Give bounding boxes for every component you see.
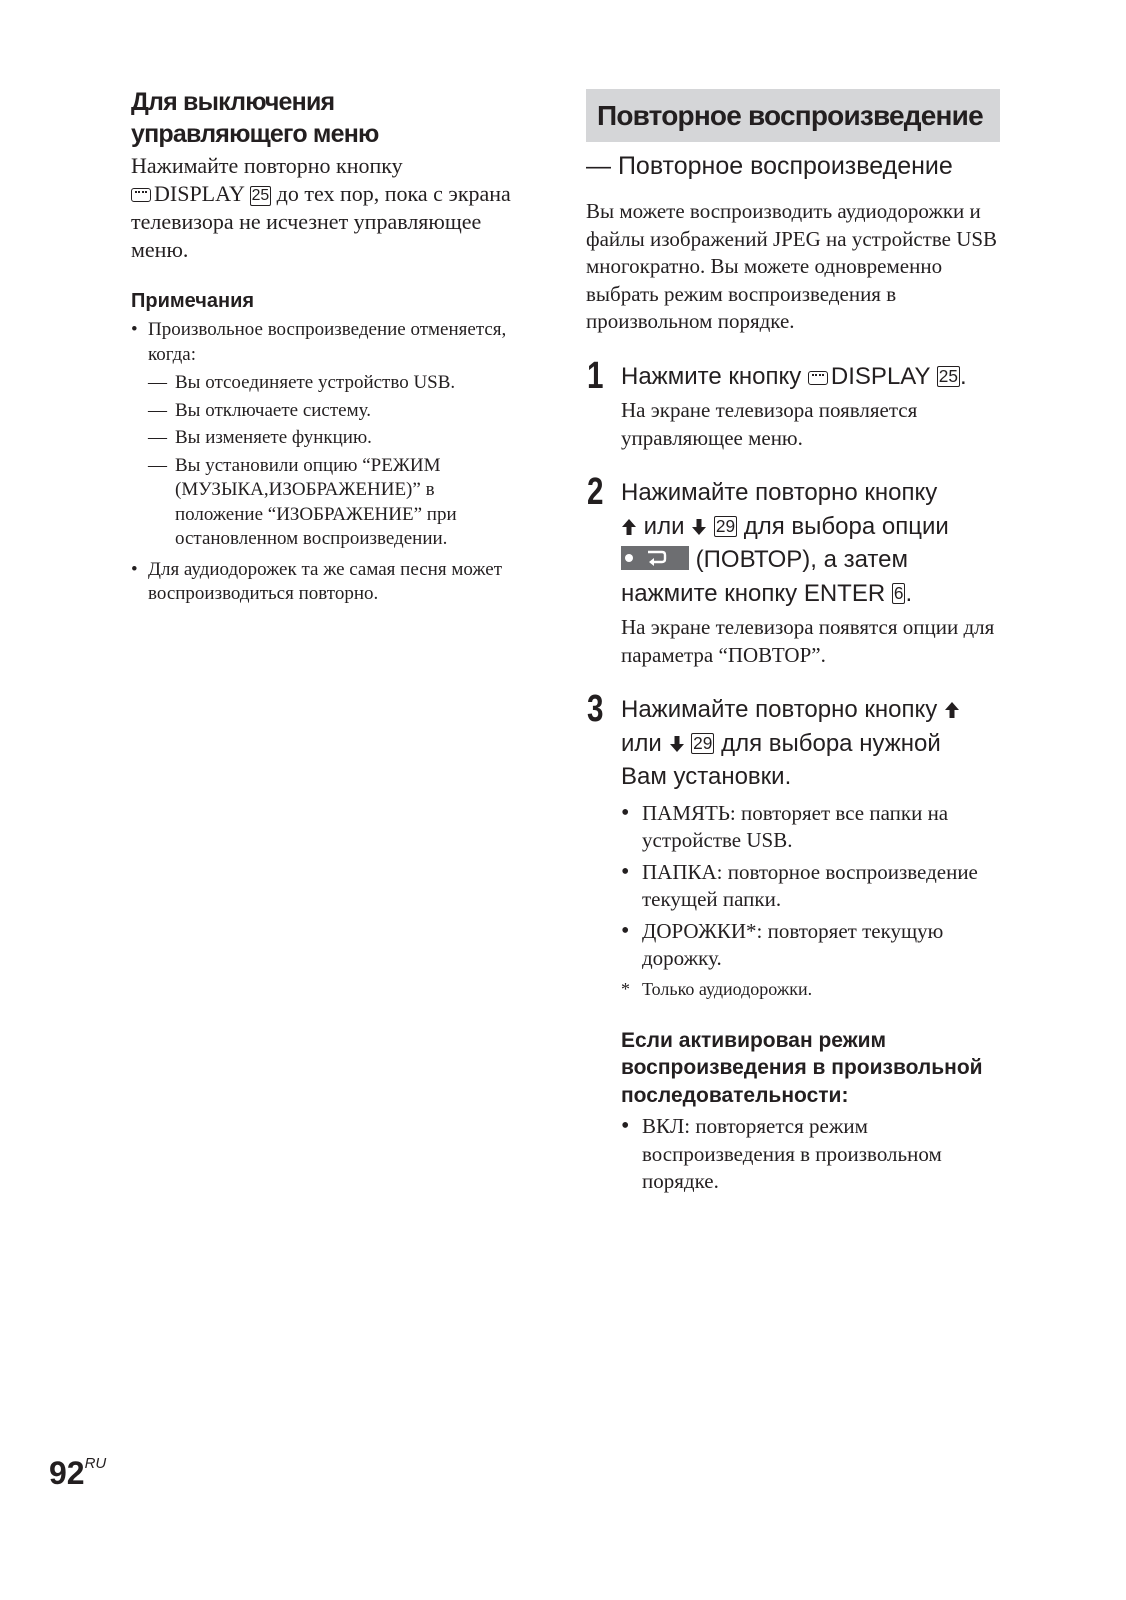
- step2-or: или: [643, 512, 685, 540]
- footnote-text: Только аудиодорожки.: [642, 978, 813, 999]
- page-number-value: 92: [49, 1455, 85, 1491]
- note-item: • Для аудиодорожек та же самая песня может воспроизводиться повторно.: [131, 558, 511, 607]
- step2-line1: Нажимайте повторно кнопку: [621, 479, 938, 506]
- list-item: • ВКЛ: повторяется режим воспроизведения в произвольном порядке.: [621, 1113, 1012, 1196]
- display-button-icon: [808, 371, 828, 385]
- key-number-29: 29: [693, 733, 713, 754]
- arrow-down-icon: [691, 518, 707, 536]
- display-label: DISPLAY: [154, 181, 245, 206]
- random-mode-heading: Если активирован режим воспроизведения в произвольной последовательности:: [621, 1028, 983, 1107]
- display-button-icon: [131, 188, 151, 202]
- step-2: [587, 471, 1012, 669]
- note-item: • Произвольное воспроизведение отменяется, когда:: [131, 318, 511, 367]
- exit-menu-text-1: Нажимайте повторно кнопку: [131, 153, 403, 178]
- list-item: • ПАПКА: повторное воспроизведение текущей папки.: [621, 859, 1012, 914]
- right-column: [586, 89, 1012, 1200]
- arrow-up-icon: [621, 518, 637, 536]
- exit-menu-text-2: до тех пор, пока: [276, 181, 428, 206]
- left-column: [131, 86, 511, 611]
- key-number-25: 25: [251, 186, 270, 204]
- step2-repeat-label: (ПОВТОР), а затем: [695, 546, 908, 573]
- note-subitem: — Вы установили опцию “РЕЖИМ (МУЗЫКА,ИЗОБРАЖЕНИЕ)” в положение “ИЗОБРАЖЕНИЕ” при остановленном воспроизведении.: [131, 454, 511, 552]
- step1-period: .: [959, 362, 967, 390]
- step-number: 2: [587, 471, 604, 513]
- repeat-options-list: [597, 800, 1012, 973]
- step-1: [587, 354, 1012, 453]
- random-mode-list: [597, 1113, 1012, 1196]
- step3-or: или: [621, 729, 662, 757]
- step3-line1: Нажимайте повторно кнопку: [621, 696, 938, 723]
- banner-title: Повторное воспроизведение: [597, 100, 983, 131]
- note-subitem: — Вы отключаете систему.: [131, 399, 511, 424]
- section-subtitle: — Повторное воспроизведение: [586, 152, 953, 180]
- step-description: На экране телевизора появляется управляющее меню.: [621, 398, 918, 450]
- step-instruction: [597, 476, 1012, 610]
- step-description: На экране телевизора появятся опции для параметра “ПОВТОР”.: [621, 615, 995, 667]
- page-lang: RU: [84, 1455, 107, 1472]
- key-number-29: 29: [715, 516, 736, 537]
- key-number-25: 25: [938, 366, 958, 387]
- step2-period: .: [905, 579, 913, 607]
- footnote-star: *: [621, 978, 630, 999]
- step2-line2-rest: для выбора опции: [743, 512, 949, 540]
- notes-heading: Примечания: [131, 290, 255, 312]
- note-subitem: — Вы отсоединяете устройство USB.: [131, 371, 511, 396]
- step-instruction: [597, 693, 1012, 794]
- list-item: • ПАМЯТЬ: повторяет все папки на устройстве USB.: [621, 800, 1012, 855]
- step3-line2-rest: для выбора нужной: [721, 729, 941, 757]
- list-item: • ДОРОЖКИ*: повторяет текущую дорожку.: [621, 918, 1012, 973]
- key-number-6: 6: [893, 583, 904, 604]
- section-banner: [586, 89, 1000, 142]
- step-instruction: [597, 360, 1012, 394]
- step1-text-a: Нажмите кнопку: [621, 362, 802, 390]
- exit-menu-paragraph: [131, 152, 511, 264]
- arrow-up-icon: [944, 701, 960, 719]
- step-number: 3: [587, 688, 604, 730]
- page-number: [49, 1444, 106, 1493]
- step2-line4: нажмите кнопку ENTER: [621, 579, 886, 607]
- note-subitem: — Вы изменяете функцию.: [131, 426, 511, 451]
- arrow-down-icon: [669, 735, 685, 753]
- repeat-menu-icon: [621, 546, 689, 570]
- step1-display-label: DISPLAY: [830, 362, 931, 390]
- section-heading-exit-menu: Для выключения управляющего меню: [131, 88, 379, 148]
- step-3: [587, 688, 1012, 1001]
- exit-menu-text-3: с экрана телевизора не исчезнет управляющее меню.: [131, 181, 511, 262]
- step3-line3: Вам установки.: [621, 763, 792, 790]
- step-number: 1: [587, 354, 604, 397]
- footnote: [597, 977, 1012, 1001]
- notes-list: [131, 318, 511, 607]
- intro-paragraph: Вы можете воспроизводить аудиодорожки и файлы изображений JPEG на устройстве USB многократно. Вы можете одновременно выбрать режим воспроизведения в произвольном порядке.: [586, 199, 998, 333]
